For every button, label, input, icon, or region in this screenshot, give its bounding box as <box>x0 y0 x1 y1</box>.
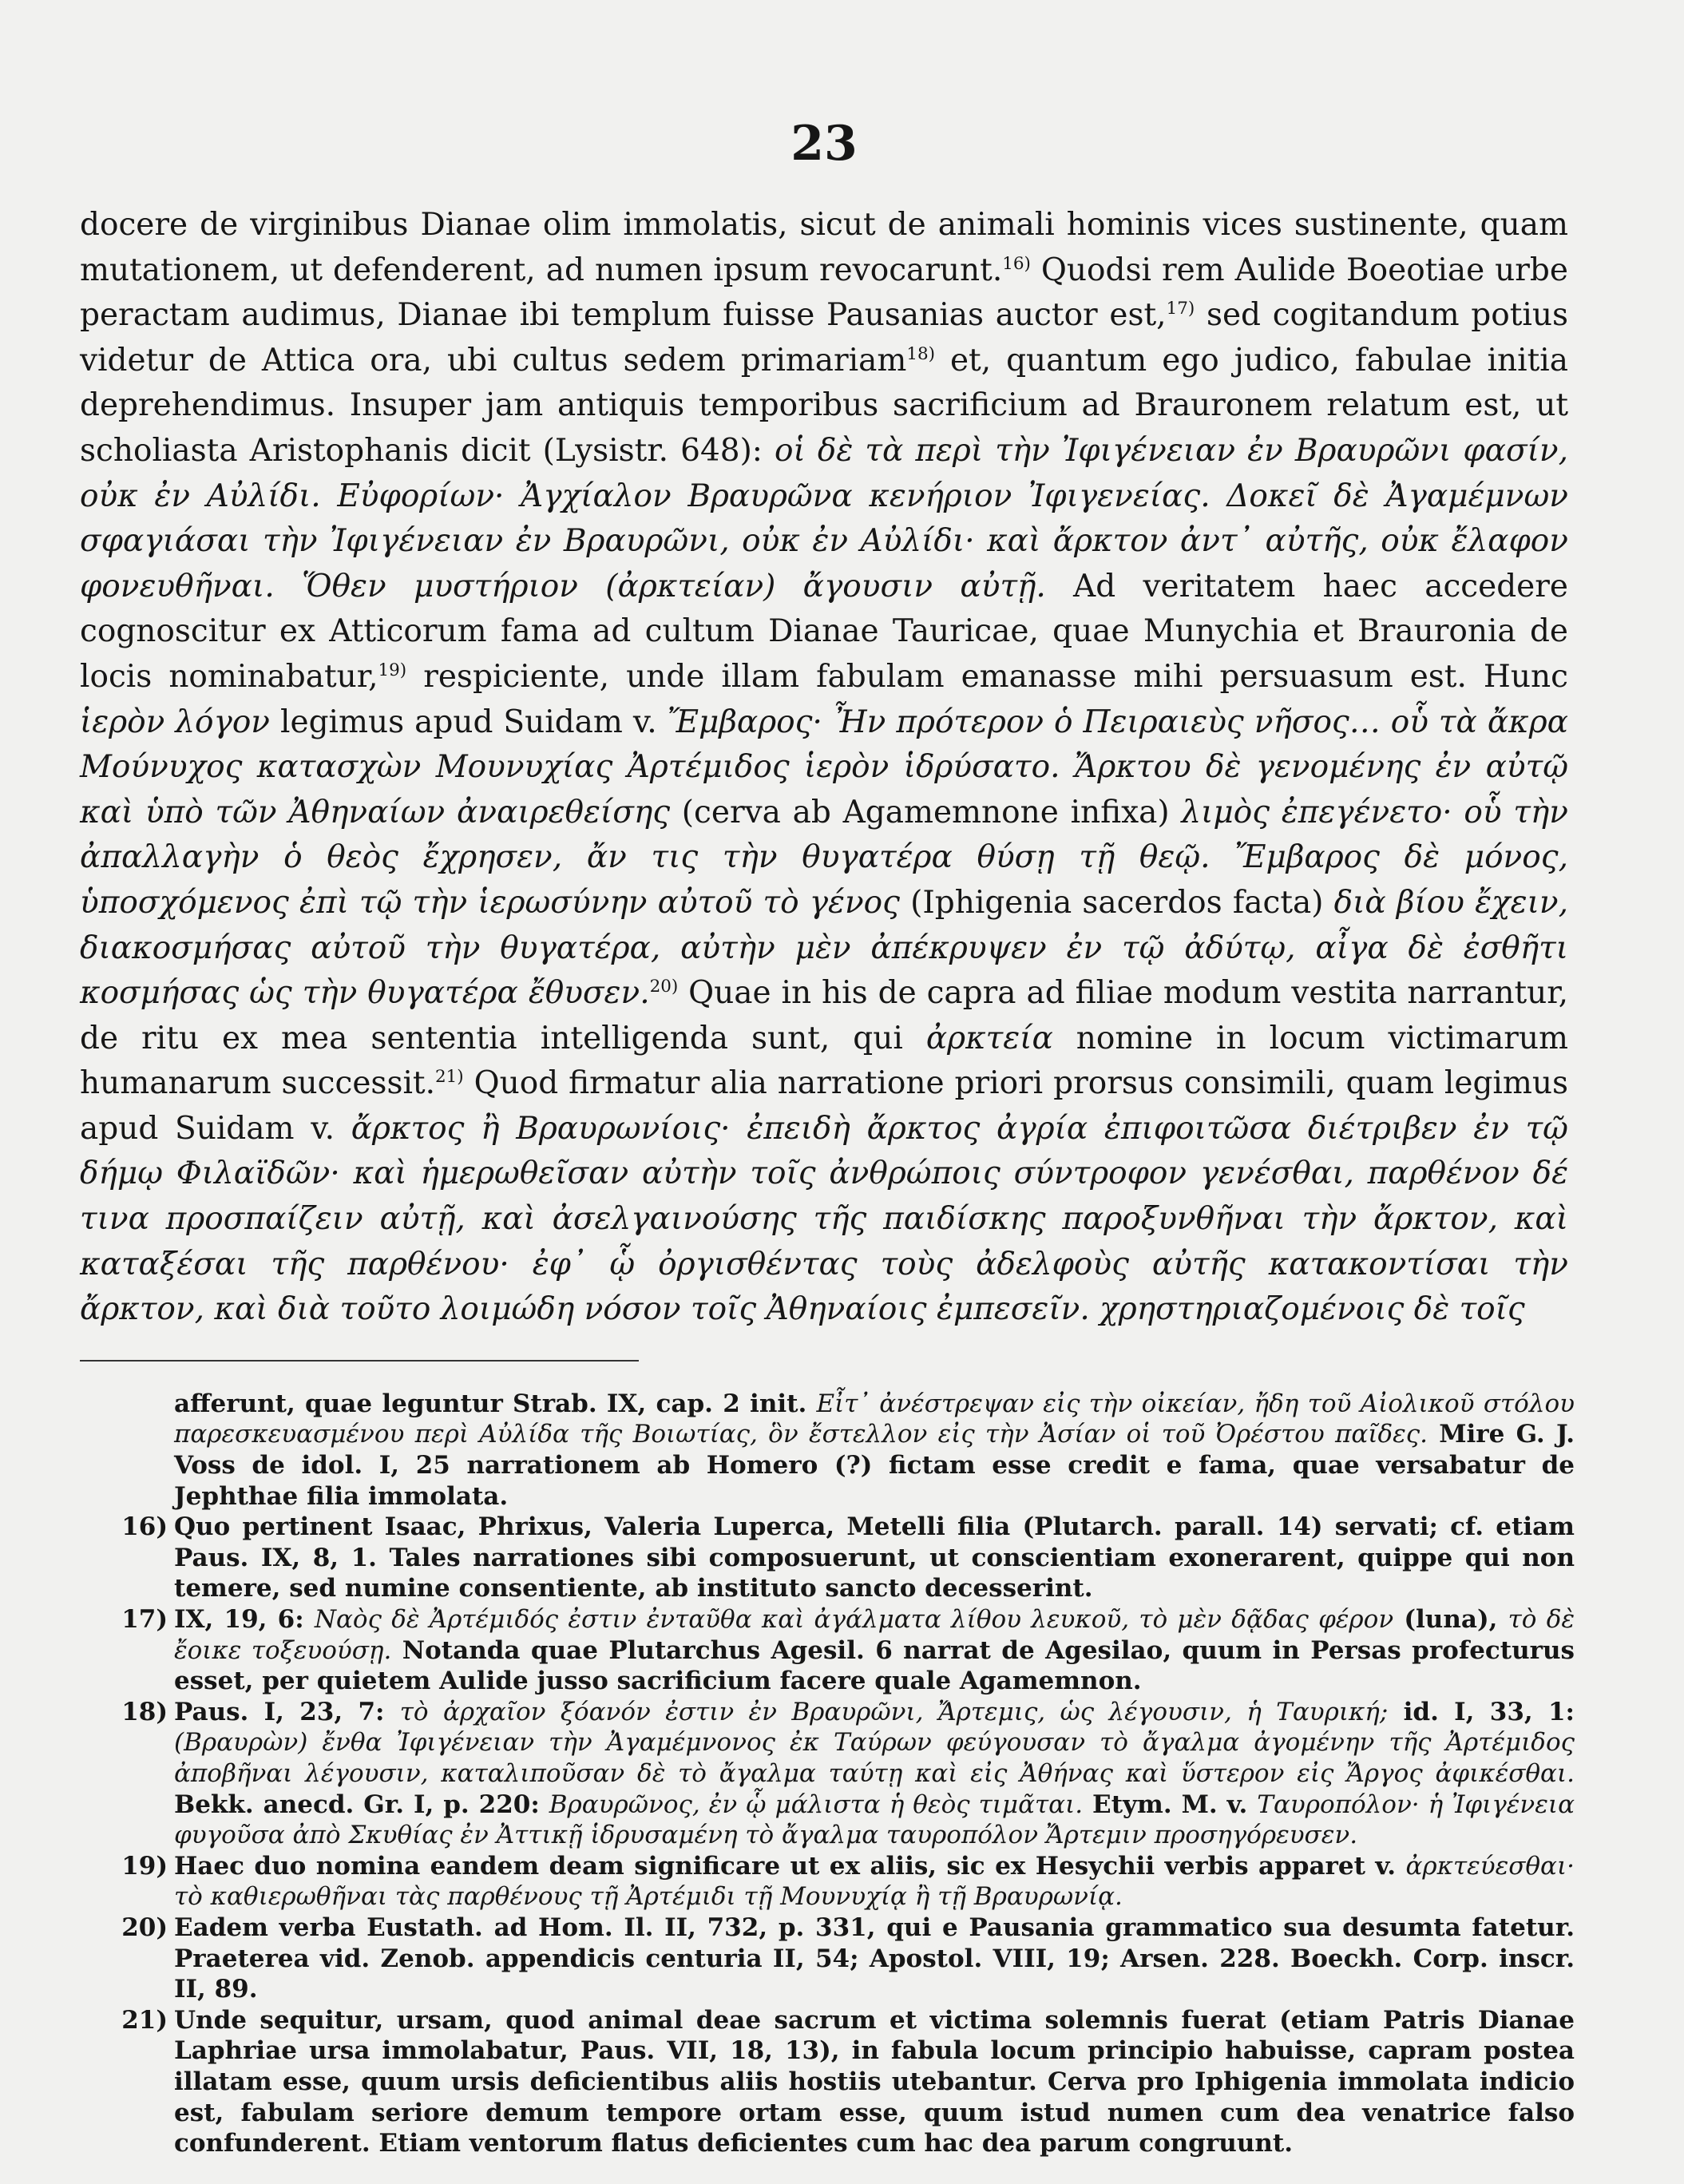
footnote-ref: 17) <box>1166 299 1195 319</box>
latin-text: Paus. I, 23, 7: <box>174 1697 400 1726</box>
latin-text: IX, 19, 6: <box>174 1605 315 1634</box>
latin-text: (cerva ab Agamemnone infixa) <box>670 794 1182 830</box>
latin-text: Haec duo nomina eandem deam significare ut ex aliis, sic ex Hesychii verbis apparet v. <box>174 1851 1406 1881</box>
greek-quotation: Βραυρῶνος, ἐν ᾧ μάλιστα ἡ θεὸς τιμᾶται. <box>549 1790 1084 1819</box>
footnote-text <box>174 2005 1575 2159</box>
greek-quotation: οἱ δὲ τὰ περὶ τὴν Ἰφιγένειαν ἐν Βραυρῶνι φασίν, οὐκ ἐν Αὐλίδι. Εὐφορίων· Ἀγχίαλον Βραυρῶνα κενήριον Ἰφιγενείας. Δοκεῖ δὲ Ἀγαμέμνων σφαγιάσαι τὴν Ἰφιγένειαν ἐν Βραυρῶνι, οὐκ ἐν Αὐλίδι· καὶ ἄρκτον ἀντ᾽ αὐτῆς, οὐκ ἔλαφον φονευθῆναι. Ὅθεν μυστήριον (ἀρκτείαν) ἄγουσιν αὐτῇ. <box>80 432 1568 604</box>
footnotes <box>80 1389 1575 2159</box>
footnote-number: 16) <box>121 1512 168 1542</box>
footnote-number: 19) <box>121 1851 168 1881</box>
footnote-text <box>174 1697 1575 1851</box>
footnote-ref: 21) <box>435 1067 464 1088</box>
greek-quotation: ἀρκτεύεσθαι· τὸ καθιερωθῆναι τὰς παρθένους τῇ Ἀρτέμιδι τῇ Μουνυχίᾳ ἢ τῇ Βραυρωνίᾳ. <box>174 1851 1575 1912</box>
latin-text: docere de virginibus Dianae olim immolatis, sicut de animali hominis vices sustinente, quam mutationem, ut defenderent, ad numen ipsum revocarunt. <box>80 207 1568 288</box>
greek-quotation: τὸ ἀρχαῖον ξόανόν ἐστιν ἐν Βραυρῶνι, Ἄρτεμις, ὡς λέγουσιν, ἡ Ταυρική; <box>399 1697 1389 1726</box>
footnote-text <box>174 1604 1575 1697</box>
footnote-ref: 18) <box>906 343 936 364</box>
latin-text: Bekk. anecd. Gr. I, p. 220: <box>174 1790 549 1819</box>
footnote <box>80 1512 1575 1604</box>
latin-text: legimus apud Suidam v. <box>270 704 668 740</box>
latin-text: Unde sequitur, ursam, quod animal deae sacrum et victima solemnis fuerat (etiam Patris Dianae Laphriae ursa immolabatur, Paus. VII, 18, 13), in fabula locum principio habuisse, capram postea illatam esse, quum ursis deficientibus aliis hostiis utebantur. Cerva pro Iphigenia immolata indicio est, fabulam seriore demum tempore ortam esse, quum istud numen cum dea venatrice falso confunderent. Etiam ventorum flatus deficientes cum hac dea parum congruunt. <box>174 2005 1575 2158</box>
footnote-text <box>174 1512 1575 1604</box>
greek-quotation: ἀρκτεία <box>925 1020 1053 1056</box>
latin-text: Mire G. J. Voss de idol. I, 25 narrationem ab Homero (?) fictam esse credit e fama, quae versabatur de Jephthae filia immolata. <box>174 1420 1575 1511</box>
footnote-ref: 20) <box>649 977 679 997</box>
greek-quotation: ἄρκτος ἢ Βραυρωνίοις· ἐπειδὴ ἄρκτος ἀγρία ἐπιφοιτῶσα διέτριβεν ἐν τῷ δήμῳ Φιλαϊδῶν· καὶ ἡμερωθεῖσαν αὐτὴν τοῖς ἀνθρώποις σύντροφον γενέσθαι, παρθένον δέ τινα προσπαίζειν αὐτῇ, καὶ ἀσελγαινούσης τῆς παιδίσκης παροξυνθῆναι τὴν ἄρκτον, καὶ καταξέσαι τῆς παρθένου· ἐφ᾽ ᾧ ὀργισθέντας τοὺς ἀδελφοὺς αὐτῆς κατακοντίσαι τὴν ἄρκτον, καὶ διὰ τοῦτο λοιμώδη νόσον τοῖς Ἀθηναίοις ἐμπεσεῖν. χρηστηριαζομένοις δὲ τοῖς <box>80 1110 1568 1328</box>
page-number: 23 <box>790 116 858 172</box>
greek-quotation: ἱερὸν λόγον <box>80 704 271 740</box>
latin-text: (Iphigenia sacerdos facta) <box>900 884 1334 921</box>
greek-quotation: λιμὸς ἐπεγένετο· οὗ τὴν ἀπαλλαγὴν ὁ θεὸς ἔχρησεν, ἄν τις τὴν θυγατέρα θύσῃ τῇ θεῷ. Ἔμβαρος δὲ μόνος, ὑποσχόμενος ἐπὶ τῷ τὴν ἱερωσύνην αὐτοῦ τὸ γένος <box>80 794 1568 921</box>
latin-text: id. I, 33, 1: <box>1388 1697 1575 1726</box>
footnote-number: 18) <box>121 1697 168 1726</box>
footnote <box>80 1604 1575 1697</box>
latin-text: Eadem verba Eustath. ad Hom. Il. II, 732, p. 331, qui e Pausania grammatico sua desumta fatetur. Praeterea vid. Zenob. appendicis centuria II, 54; Apostol. VIII, 19; Arsen. 228. Boeckh. Corp. inscr. II, 89. <box>174 1912 1575 2004</box>
main-paragraph <box>80 203 1568 1333</box>
greek-quotation: Ναὸς δὲ Ἀρτέμιδός ἐστιν ἐνταῦθα καὶ ἀγάλματα λίθου λευκοῦ, τὸ μὲν δᾷδας φέρον <box>314 1605 1394 1634</box>
latin-text: Quae in his de capra ad filiae modum vestita narrantur, de ritu ex mea sententia intelligenda sunt, qui <box>80 975 1568 1056</box>
footnote <box>80 2005 1575 2159</box>
greek-quotation: (Βραυρὼν) ἔνθα Ἰφιγένειαν τὴν Ἀγαμέμνονος ἐκ Ταύρων φεύγουσαν τὸ ἄγαλμα ἀγομένην τῆς Ἀρτέμιδος ἀποβῆναι λέγουσιν, καταλιποῦσαν δὲ τὸ ἄγαλμα ταύτῃ καὶ εἰς Ἀθήνας καὶ ὕστερον εἰς Ἄργος ἀφικέσθαι. <box>174 1728 1575 1788</box>
footnote-number: 20) <box>121 1912 168 1942</box>
footnote <box>80 1851 1575 1912</box>
footnote-divider <box>80 1360 639 1362</box>
latin-text: Etym. M. v. <box>1083 1790 1258 1819</box>
greek-quotation: Εἶτ᾽ ἀνέστρεψαν εἰς τὴν οἰκείαν, ἤδη τοῦ Αἰολικοῦ στόλου παρεσκευασμένου περὶ Αὐλίδα τῆς Βοιωτίας, ὃν ἔστελλον εἰς τὴν Ἀσίαν οἱ τοῦ Ὀρέστου παῖδες. <box>174 1389 1575 1449</box>
footnote-text <box>174 1389 1575 1512</box>
latin-text: (luna), <box>1393 1605 1508 1634</box>
footnote-continuation <box>80 1389 1575 1512</box>
latin-text: afferunt, quae leguntur Strab. IX, cap. 2 init. <box>174 1389 817 1418</box>
greek-quotation: τὸ δὲ ἔοικε τοξευούσῃ. <box>174 1605 1575 1665</box>
footnote-text <box>174 1851 1575 1912</box>
footnote-number: 17) <box>121 1605 168 1634</box>
footnote <box>80 1912 1575 2005</box>
greek-quotation: Ταυροπόλον· ἡ Ἰφιγένεια φυγοῦσα ἀπὸ Σκυθίας ἐν Ἀττικῇ ἱδρυσαμένη τὸ ἄγαλμα ταυροπόλον Ἄρτεμιν προσηγόρευσεν. <box>174 1790 1575 1850</box>
latin-text: Notanda quae Plutarchus Agesil. 6 narrat de Agesilao, quum in Persas profecturus esset, per quietem Aulide jusso sacrificium facere quale Agamemnon. <box>174 1635 1575 1696</box>
latin-text: Quo pertinent Isaac, Phrixus, Valeria Luperca, Metelli filia (Plutarch. parall. 14) servati; cf. etiam Paus. IX, 8, 1. Tales narrationes sibi composuerunt, ut conscientiam exonerarent, quippe qui non temere, sed numine consentiente, ab instituto sancto decesserint. <box>174 1512 1575 1603</box>
footnote <box>80 1697 1575 1851</box>
footnote-ref: 16) <box>1002 253 1031 274</box>
latin-text: Quodsi rem Aulide Boeotiae urbe peractam audimus, Dianae ibi templum fuisse Pausanias auctor est, <box>80 252 1568 334</box>
latin-text: nomine in locum victimarum humanarum successit. <box>80 1020 1569 1102</box>
footnote-text <box>174 1912 1575 2005</box>
latin-text: sed cogitandum potius videtur de Attica ora, ubi cultus sedem primariam <box>80 297 1569 379</box>
footnote-ref: 19) <box>378 660 407 680</box>
latin-text: respiciente, unde illam fabulam emanasse mihi persuasum est. Hunc <box>406 658 1569 695</box>
latin-text: Ad veritatem haec accedere cognoscitur ex Atticorum fama ad cultum Dianae Tauricae, quae Munychia et Brauronia de locis nominabatur, <box>80 568 1568 695</box>
latin-text: Quod firmatur alia narratione priori prorsus consimili, quam legimus apud Suidam v. <box>80 1065 1569 1147</box>
greek-quotation: Ἔμβαρος· Ἦν πρότερον ὁ Πειραιεὺς νῆσος… οὗ τὰ ἄκρα Μούνυχος κατασχὼν Μουνυχίας Ἀρτέμιδος ἱερὸν ἱδρύσατο. Ἄρκτου δὲ γενομένης ἐν αὐτῷ καὶ ὑπὸ τῶν Ἀθηναίων ἀναιρεθείσης <box>80 704 1569 830</box>
footnote-number: 21) <box>121 2005 168 2035</box>
greek-quotation: διὰ βίου ἔχειν, διακοσμήσας αὐτοῦ τὴν θυγατέρα, αὐτὴν μὲν ἀπέκρυψεν ἐν τῷ ἀδύτῳ, αἶγα δὲ ἐσθῆτι κοσμήσας ὡς τὴν θυγατέρα ἔθυσεν. <box>80 884 1568 1012</box>
latin-text: et, quantum ego judico, fabulae initia deprehendimus. Insuper jam antiquis temporibus sacrificium ad Brauronem relatum est, ut scholiasta Aristophanis dicit (Lysistr. 648): <box>80 342 1568 469</box>
